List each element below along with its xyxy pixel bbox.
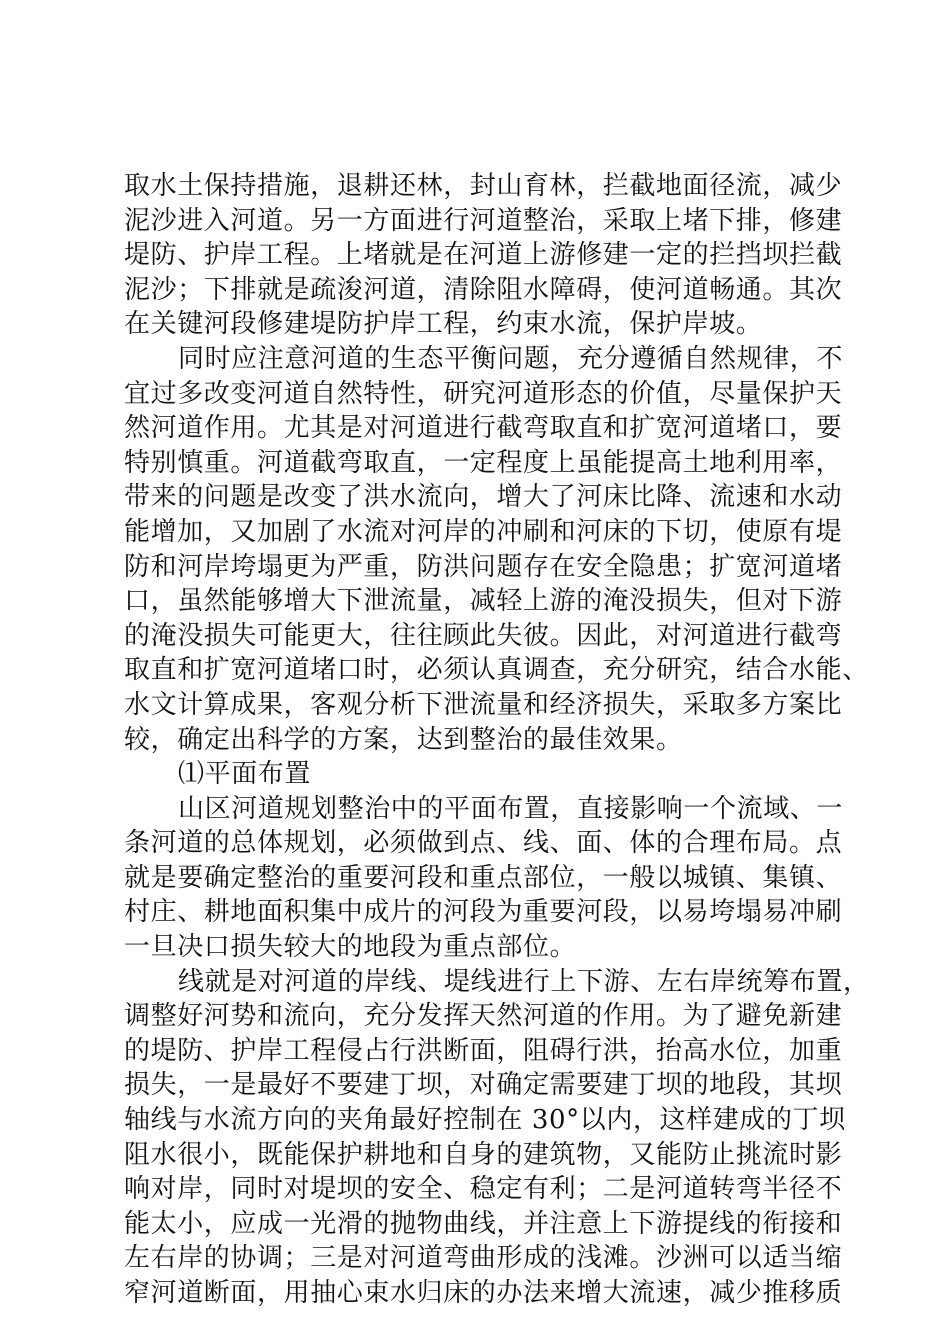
text-line: 窄河道断面，用抽心束水归床的办法来增大流速，减少推移质 — [124, 1278, 843, 1308]
paragraph — [124, 965, 870, 1311]
text-line: 左右岸的协调；三是对河道弯曲形成的浅滩。沙洲可以适当缩 — [124, 1243, 843, 1274]
text-line: 宜过多改变河道自然特性，研究河道形态的价值，尽量保护天 — [124, 378, 843, 409]
text-line: 山区河道规划整治中的平面布置，直接影响一个流域、一 — [178, 793, 844, 824]
text-line: 取水土保持措施，退耕还林，封山育林，拦截地面径流，减少 — [124, 171, 843, 201]
text-line: 水文计算成果，客观分析下泄流量和经济损失，采取多方案比 — [124, 689, 843, 720]
text-line: 调整好河势和流向，充分发挥天然河道的作用。为了避免新建 — [124, 1001, 843, 1032]
text-line: 泥沙进入河道。另一方面进行河道整治，采取上堵下排，修建 — [124, 205, 843, 236]
text-line: 线就是对河道的岸线、堤线进行上下游、左右岸统筹布置， — [178, 966, 870, 997]
text-line: ⑴平面布置 — [178, 759, 312, 790]
text-line: 带来的问题是改变了洪水流向，增大了河床比降、流速和水动 — [124, 482, 843, 513]
text-line: 泥沙；下排就是疏浚河道，清除阻水障碍，使河道畅通。其次 — [124, 274, 843, 305]
text-line: 村庄、耕地面积集中成片的河段为重要河段，以易垮塌易冲刷 — [124, 897, 843, 928]
text-line: 响对岸，同时对堤坝的安全、稳定有利；二是河道转弯半径不 — [124, 1174, 843, 1205]
text-line: 特别慎重。河道截弯取直，一定程度上虽能提高土地利用率， — [124, 447, 843, 478]
paragraph — [124, 792, 844, 965]
text-line: 在关键河段修建堤防护岸工程，约束水流，保护岸坡。 — [124, 309, 763, 340]
text-line: 阻水很小，既能保护耕地和自身的建筑物，又能防止挑流时影 — [124, 1139, 843, 1170]
text-line: 损失，一是最好不要建丁坝，对确定需要建丁坝的地段，其坝 — [124, 1070, 843, 1101]
text-line: 的堤防、护岸工程侵占行洪断面，阻碍行洪，抬高水位，加重 — [124, 1035, 843, 1066]
text-line: 取直和扩宽河道堵口时，必须认真调查，充分研究，结合水能、 — [124, 655, 869, 686]
text-line: 堤防、护岸工程。上堵就是在河道上游修建一定的拦挡坝拦截 — [124, 240, 843, 271]
text-line: 的淹没损失可能更大，往往顾此失彼。因此，对河道进行截弯 — [124, 620, 843, 651]
text-line: 防和河岸垮塌更为严重，防洪问题存在安全隐患；扩宽河道堵 — [124, 551, 843, 582]
text-line: 然河道作用。尤其是对河道进行截弯取直和扩宽河道堵口，要 — [124, 413, 843, 444]
paragraph — [124, 342, 869, 757]
text-line: 较，确定出科学的方案，达到整治的最佳效果。 — [124, 724, 683, 755]
text-line: 就是要确定整治的重要河段和重点部位，一般以城镇、集镇、 — [124, 862, 843, 893]
text-line: 轴线与水流方向的夹角最好控制在 30°以内，这样建成的丁坝 — [124, 1105, 846, 1136]
text-line: 一旦决口损失较大的地段为重点部位。 — [124, 932, 577, 963]
document-body — [124, 169, 870, 1311]
text-line: 能增加，又加剧了水流对河岸的冲刷和河床的下切，使原有堤 — [124, 516, 843, 547]
text-line: 口，虽然能够增大下泄流量，减轻上游的淹没损失，但对下游 — [124, 586, 843, 617]
text-line: 能太小，应成一光滑的抛物曲线，并注意上下游提线的衔接和 — [124, 1208, 843, 1239]
text-line: 条河道的总体规划，必须做到点、线、面、体的合理布局。点 — [124, 828, 843, 859]
paragraph — [124, 169, 844, 342]
paragraph — [124, 757, 844, 792]
text-line: 同时应注意河道的生态平衡问题，充分遵循自然规律，不 — [178, 343, 844, 374]
